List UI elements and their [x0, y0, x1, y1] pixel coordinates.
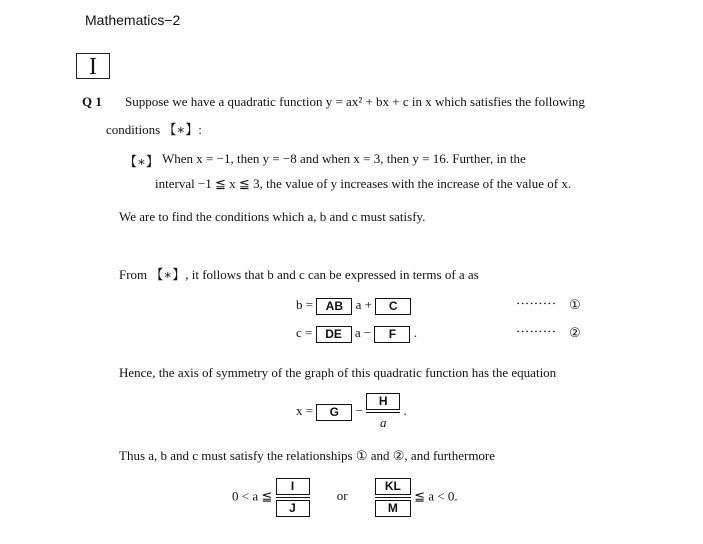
axis-fraction: [366, 393, 400, 431]
answer-box-AB[interactable]: AB: [316, 298, 352, 315]
equation-c-mid: a −: [354, 325, 372, 340]
inequality-fraction-1: [276, 478, 310, 517]
inequality-or: or: [336, 488, 348, 504]
answer-box-H[interactable]: H: [366, 393, 400, 410]
condition-line2: interval −1 ≦ x ≦ 3, the value of y increases with the increase of the value of x.: [155, 176, 572, 191]
equation-number-2: ②: [569, 325, 581, 340]
answer-box-G[interactable]: G: [316, 404, 352, 421]
equation-b-mid: a +: [355, 297, 372, 312]
find-statement: We are to find the conditions which a, b and c must satisfy.: [119, 209, 426, 224]
question-text: Suppose we have a quadratic function y = ax² + bx + c in x which satisfies the following: [125, 94, 585, 109]
inequality-right: ≦ a < 0.: [414, 488, 458, 504]
question-text-cont: conditions 【∗】:: [106, 122, 202, 137]
dots-1: ⋅⋅⋅⋅⋅⋅⋅⋅⋅: [516, 296, 557, 311]
condition-line1: When x = −1, then y = −8 and when x = 3, then y = 16. Further, in the: [162, 151, 526, 166]
fraction-bar: [276, 497, 310, 498]
fraction-bar: [366, 412, 400, 413]
answer-box-M[interactable]: M: [375, 500, 411, 517]
page-header: Mathematics−2: [85, 12, 181, 28]
equation-b: [296, 297, 411, 315]
thus-statement: Thus a, b and c must satisfy the relationships ① and ②, and furthermore: [119, 448, 496, 463]
answer-box-DE[interactable]: DE: [316, 326, 352, 343]
inequality: [232, 478, 458, 517]
question-label: Q 1: [82, 94, 102, 109]
answer-box-I[interactable]: I: [276, 478, 310, 495]
axis-denominator: a: [379, 415, 387, 430]
section-number: I: [76, 53, 110, 79]
equation-c: [296, 325, 417, 343]
equation-c-lhs: c =: [296, 325, 313, 340]
hence-statement: Hence, the axis of symmetry of the graph of this quadratic function has the equation: [119, 365, 557, 380]
condition-tag: 【∗】: [124, 154, 159, 169]
equation-c-end: .: [413, 325, 417, 340]
equation-b-lhs: b =: [296, 297, 314, 312]
axis-lhs: x =: [296, 402, 314, 418]
equation-number-1: ①: [569, 297, 581, 312]
answer-box-KL[interactable]: KL: [375, 478, 411, 495]
axis-equation: [296, 393, 407, 431]
from-statement: From 【∗】, it follows that b and c can be expressed in terms of a as: [119, 267, 479, 282]
dots-2: ⋅⋅⋅⋅⋅⋅⋅⋅⋅: [516, 324, 557, 339]
answer-box-C[interactable]: C: [375, 298, 411, 315]
axis-minus: −: [355, 402, 363, 418]
answer-box-F[interactable]: F: [374, 326, 410, 343]
fraction-bar: [375, 497, 411, 498]
axis-end: .: [403, 402, 407, 418]
inequality-fraction-2: [375, 478, 411, 517]
answer-box-J[interactable]: J: [276, 500, 310, 517]
inequality-left: 0 < a ≦: [232, 488, 273, 504]
